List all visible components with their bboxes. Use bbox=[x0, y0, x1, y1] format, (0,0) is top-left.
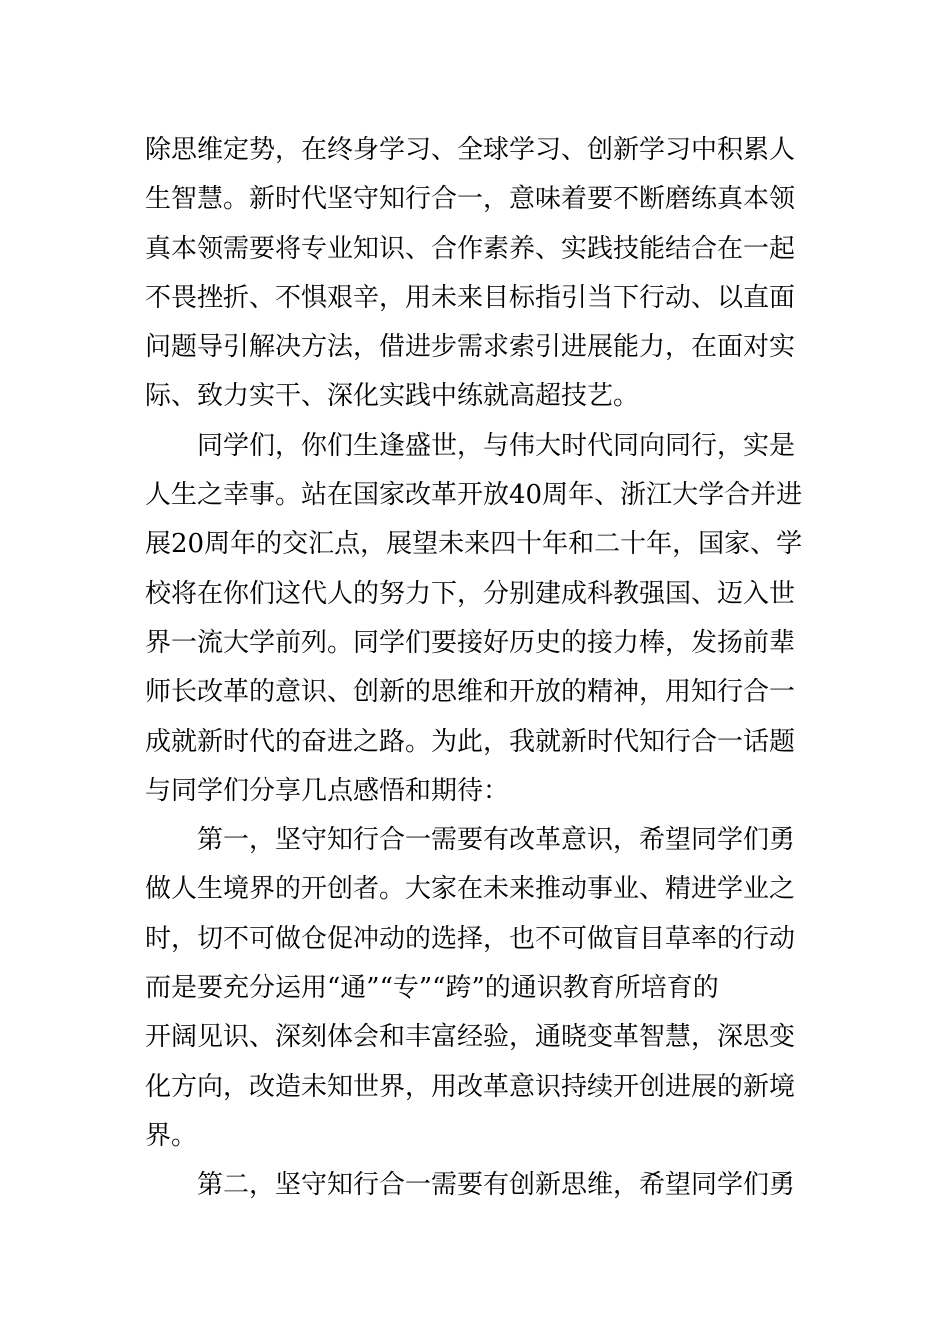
text-line: 界。 bbox=[145, 1120, 198, 1151]
text-line: 成就新时代的奋进之路。为此，我就新时代知行合一话题 bbox=[145, 726, 796, 757]
text-line: 问题导引解决方法，借进步需求索引进展能力，在面对实 bbox=[145, 332, 796, 363]
text-line: 生智慧。新时代坚守知行合一，意味着要不断磨练真本领 bbox=[145, 184, 796, 215]
text-line: 不畏挫折、不惧艰辛，用未来目标指引当下行动、以直面 bbox=[145, 282, 796, 313]
text-line: 做人生境界的开创者。大家在未来推动事业、精进学业之 bbox=[145, 874, 796, 905]
body-text bbox=[145, 126, 810, 1211]
text-line: 第一，坚守知行合一需要有改革意识，希望同学们勇 bbox=[197, 825, 796, 856]
text-line: 人生之幸事。站在国家改革开放40周年、浙江大学合并进 bbox=[145, 480, 803, 511]
text-line: 化方向，改造未知世界，用改革意识持续开创进展的新境 bbox=[145, 1071, 796, 1102]
text-line: 际、致力实干、深化实践中练就高超技艺。 bbox=[145, 381, 640, 412]
text-line: 除思维定势，在终身学习、全球学习、创新学习中积累人 bbox=[145, 135, 796, 165]
text-line: 界一流大学前列。同学们要接好历史的接力棒，发扬前辈 bbox=[145, 627, 796, 658]
text-line: 展20周年的交汇点，展望未来四十年和二十年，国家、学 bbox=[145, 529, 803, 560]
text-line: 与同学们分享几点感悟和期待： bbox=[145, 775, 510, 806]
text-line: 第二，坚守知行合一需要有创新思维，希望同学们勇 bbox=[197, 1170, 796, 1201]
text-line: 师长改革的意识、创新的思维和开放的精神，用知行合一 bbox=[145, 677, 796, 708]
text-line: 而是要充分运用“通”“专”“跨”的通识教育所培育的 bbox=[145, 973, 719, 1004]
text-line: 同学们，你们生逢盛世，与伟大时代同向同行，实是 bbox=[197, 430, 796, 461]
text-line: 真本领需要将专业知识、合作素养、实践技能结合在一起 bbox=[145, 233, 796, 264]
text-line: 开阔见识、深刻体会和丰富经验，通晓变革智慧，深思变 bbox=[145, 1022, 796, 1053]
text-line: 校将在你们这代人的努力下，分别建成科教强国、迈入世 bbox=[145, 578, 796, 609]
text-line: 时，切不可做仓促冲动的选择，也不可做盲目草率的行动 bbox=[145, 923, 796, 954]
